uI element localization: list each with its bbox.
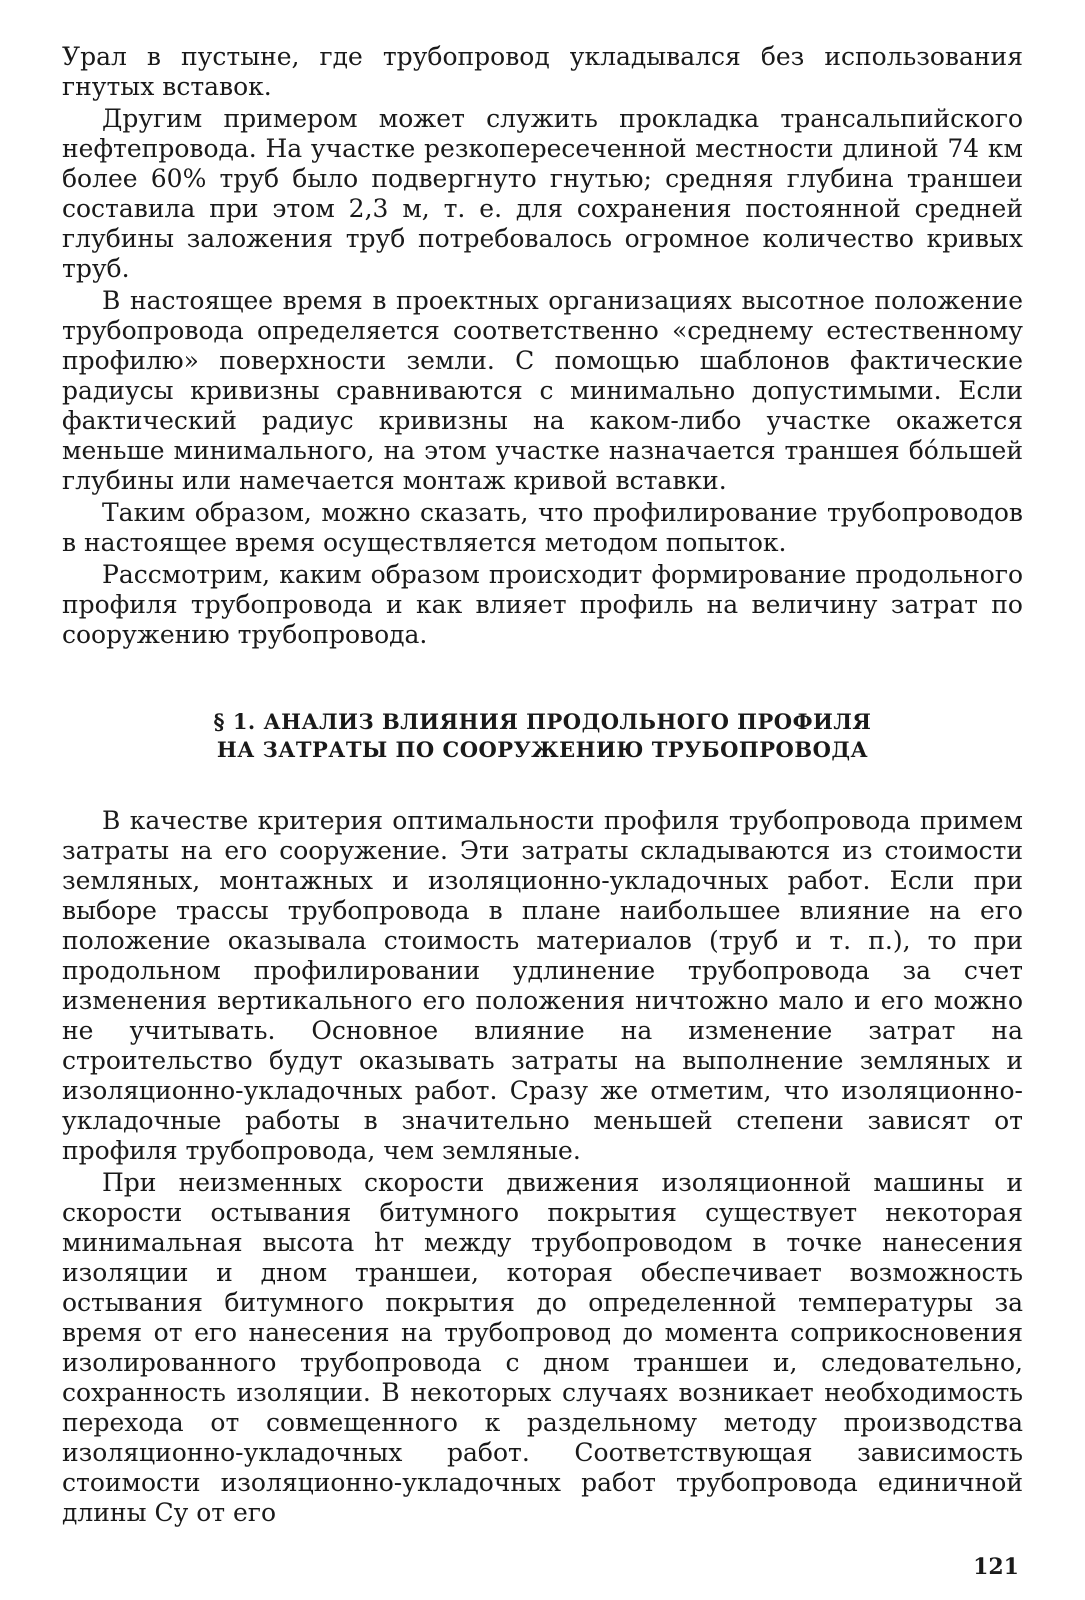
- section-heading-line1: § 1. АНАЛИЗ ВЛИЯНИЯ ПРОДОЛЬНОГО ПРОФИЛЯ: [213, 709, 872, 734]
- paragraph-criterion: В качестве критерия оптимальности профиля трубопровода примем затраты на его сооружение. Эти затраты складываются из стоимости земляных, монтажных и изоляционно-укладочных работ. Если при выборе трассы трубопровода в плане наибольшее влияние на его положение оказывала стоимость материалов (труб и т. п.), то при продольном профилировании удлинение трубопровода за счет изменения вертикального его положения ничтожно мало и его можно не учитывать. Основное влияние на изменение затрат на строительство будут оказывать затраты на выполнение земляных и изоляционно-укладочных работ. Сразу же отметим, что изоляционно-укладочные работы в значительно меньшей степени зависят от профиля трубопровода, чем земляные.: [62, 806, 1023, 1165]
- paragraph-consider: Рассмотрим, каким образом происходит формирование продольного профиля трубопровода и как влияет профиль на величину затрат по сооружению трубопровода.: [62, 560, 1023, 649]
- section-heading-line2: НА ЗАТРАТЫ ПО СООРУЖЕНИЮ ТРУБОПРОВОДА: [216, 737, 869, 762]
- paragraph-continuation: Урал в пустыне, где трубопровод укладывался без использования гнутых вставок.: [62, 42, 1023, 101]
- paragraph-insulation-machine: При неизменных скорости движения изоляционной машины и скорости остывания битумного покрытия существует некоторая минимальная высота hт между трубопроводом в точке нанесения изоляции и дном траншеи, которая обеспечивает возможность остывания битумного покрытия до определенной температуры за время от его нанесения на трубопровод до момента соприкосновения изолированного трубопровода с дном траншеи и, следовательно, сохранность изоляции. В некоторых случаях возникает необходимость перехода от совмещенного к раздельному методу производства изоляционно-укладочных работ. Соответствующая зависимость стоимости изоляционно-укладочных работ трубопровода единичной длины Cу от его: [62, 1168, 1023, 1527]
- page-number: 121: [973, 1554, 1019, 1580]
- section-heading: [62, 708, 1023, 764]
- paragraph-transalpine-example: Другим примером может служить прокладка трансальпийского нефтепровода. На участке резкопересеченной местности длиной 74 км более 60% труб было подвергнуто гнутью; средняя глубина траншеи составила при этом 2,3 м, т. е. для сохранения постоянной средней глубины заложения труб потребовалось огромное количество кривых труб.: [62, 104, 1023, 283]
- paragraph-current-practice: В настоящее время в проектных организациях высотное положение трубопровода определяется соответственно «среднему естественному профилю» поверхности земли. С помощью шаблонов фактические радиусы кривизны сравниваются с минимально допустимыми. Если фактический радиус кривизны на каком-либо участке окажется меньше минимального, на этом участке назначается траншея бо́льшей глубины или намечается монтаж кривой вставки.: [62, 286, 1023, 495]
- paragraph-trial-method: Таким образом, можно сказать, что профилирование трубопроводов в настоящее время осуществляется методом попыток.: [62, 498, 1023, 557]
